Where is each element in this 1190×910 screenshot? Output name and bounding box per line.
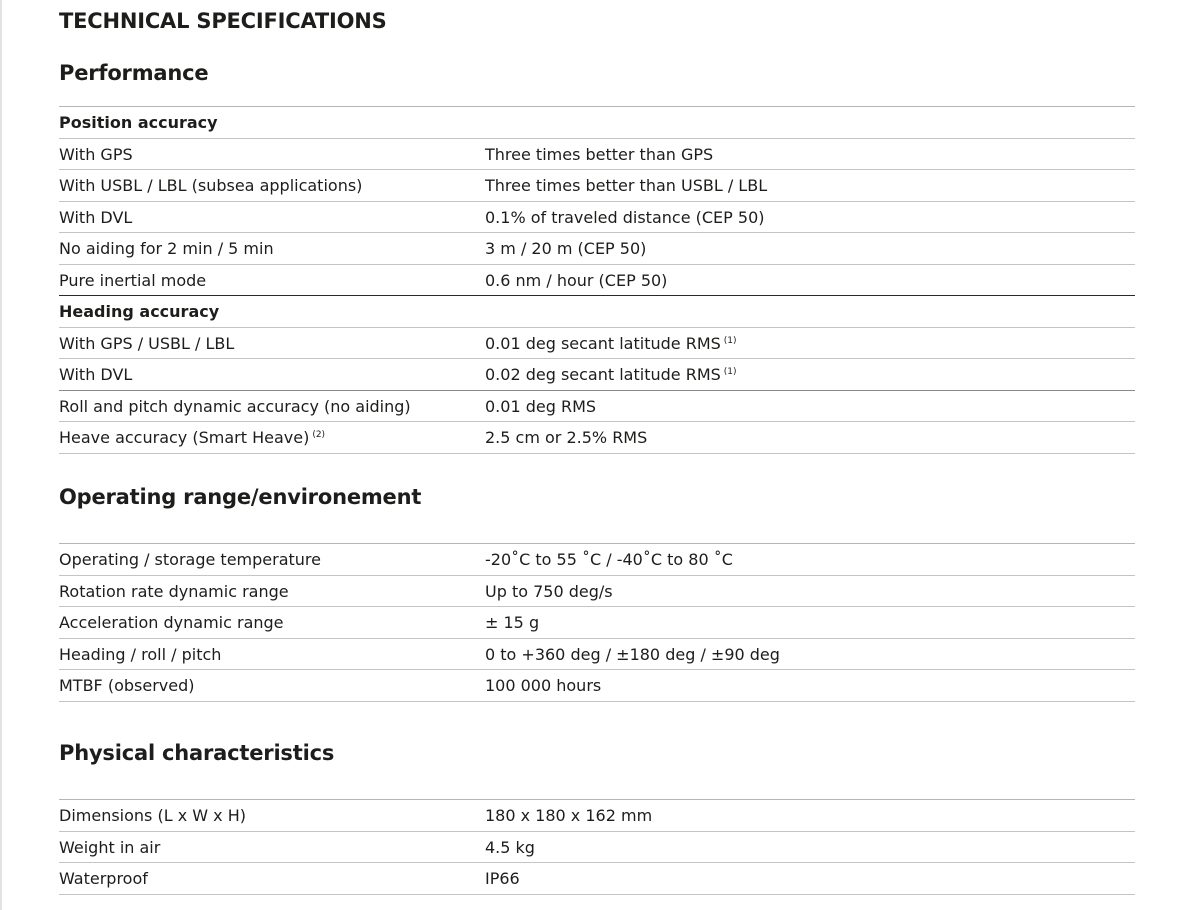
spec-value: 0.01 deg secant latitude RMS	[485, 333, 721, 353]
spec-label-with-note	[59, 423, 325, 456]
spec-label: Waterproof	[59, 869, 148, 888]
spec-label: MTBF (observed)	[59, 676, 195, 695]
document-title: TECHNICAL SPECIFICATIONS	[59, 9, 387, 33]
spec-value: -20˚C to 55 ˚C / -40˚C to 80 ˚C	[485, 550, 733, 569]
table-row	[59, 639, 1135, 671]
spec-value: 3 m / 20 m (CEP 50)	[485, 239, 647, 258]
table-row	[59, 202, 1135, 234]
section-title-physical: Physical characteristics	[59, 741, 335, 765]
spec-value: 0 to +360 deg / ±180 deg / ±90 deg	[485, 644, 780, 664]
table-row	[59, 607, 1135, 639]
table-row	[59, 296, 1135, 328]
table-row	[59, 422, 1135, 454]
spec-label: No aiding for 2 min / 5 min	[59, 239, 274, 258]
spec-value: 100 000 hours	[485, 676, 602, 695]
table-row	[59, 233, 1135, 265]
spec-label: Dimensions (L x W x H)	[59, 806, 246, 825]
spec-label: Weight in air	[59, 837, 161, 857]
performance-table	[59, 106, 1135, 454]
table-row	[59, 544, 1135, 576]
spec-value: Three times better than USBL / LBL	[485, 176, 768, 195]
table-row	[59, 391, 1135, 423]
table-row	[59, 670, 1135, 702]
spec-value: 180 x 180 x 162 mm	[485, 806, 653, 825]
table-row	[59, 170, 1135, 202]
section-title-performance: Performance	[59, 61, 209, 85]
spec-label: With DVL	[59, 207, 133, 227]
spec-label: Roll and pitch dynamic accuracy (no aiding)	[59, 396, 411, 416]
spec-label: Heave accuracy (Smart Heave)	[59, 428, 310, 447]
table-row	[59, 863, 1135, 895]
spec-label: With GPS	[59, 144, 133, 164]
spec-value: 2.5 cm or 2.5% RMS	[485, 428, 648, 447]
spec-label: With DVL	[59, 365, 133, 384]
spec-label: With USBL / LBL (subsea applications)	[59, 176, 363, 195]
table-row	[59, 359, 1135, 391]
operating-range-table	[59, 543, 1135, 702]
spec-label: Rotation rate dynamic range	[59, 581, 289, 601]
spec-value-with-note	[485, 329, 737, 362]
footnote-marker: (1)	[723, 367, 737, 377]
spec-value: Three times better than GPS	[485, 144, 714, 164]
spec-value: ± 15 g	[485, 613, 540, 632]
spec-label: Operating / storage temperature	[59, 550, 321, 569]
spec-label: Heading / roll / pitch	[59, 644, 222, 664]
spec-value: 0.01 deg RMS	[485, 396, 597, 416]
spec-value: 4.5 kg	[485, 837, 535, 857]
spec-subheading: Heading accuracy	[59, 302, 220, 321]
spec-label: Acceleration dynamic range	[59, 613, 284, 632]
page-edge-divider	[0, 0, 2, 910]
spec-value: 0.6 nm / hour (CEP 50)	[485, 270, 668, 290]
physical-table	[59, 799, 1135, 895]
spec-value: Up to 750 deg/s	[485, 581, 613, 601]
spec-value: IP66	[485, 869, 520, 888]
section-title-operating-range: Operating range/environement	[59, 485, 422, 509]
spec-value: 0.02 deg secant latitude RMS	[485, 365, 721, 384]
table-row	[59, 139, 1135, 171]
table-row	[59, 328, 1135, 360]
table-row	[59, 800, 1135, 832]
table-row	[59, 832, 1135, 864]
table-row	[59, 265, 1135, 297]
spec-label: With GPS / USBL / LBL	[59, 333, 235, 353]
spec-subheading: Position accuracy	[59, 113, 218, 132]
footnote-marker: (1)	[723, 335, 737, 346]
spec-value: 0.1% of traveled distance (CEP 50)	[485, 207, 765, 227]
table-row	[59, 576, 1135, 608]
spec-value-with-note	[485, 360, 737, 393]
spec-label: Pure inertial mode	[59, 270, 207, 290]
footnote-marker: (2)	[312, 430, 326, 440]
table-row	[59, 107, 1135, 139]
